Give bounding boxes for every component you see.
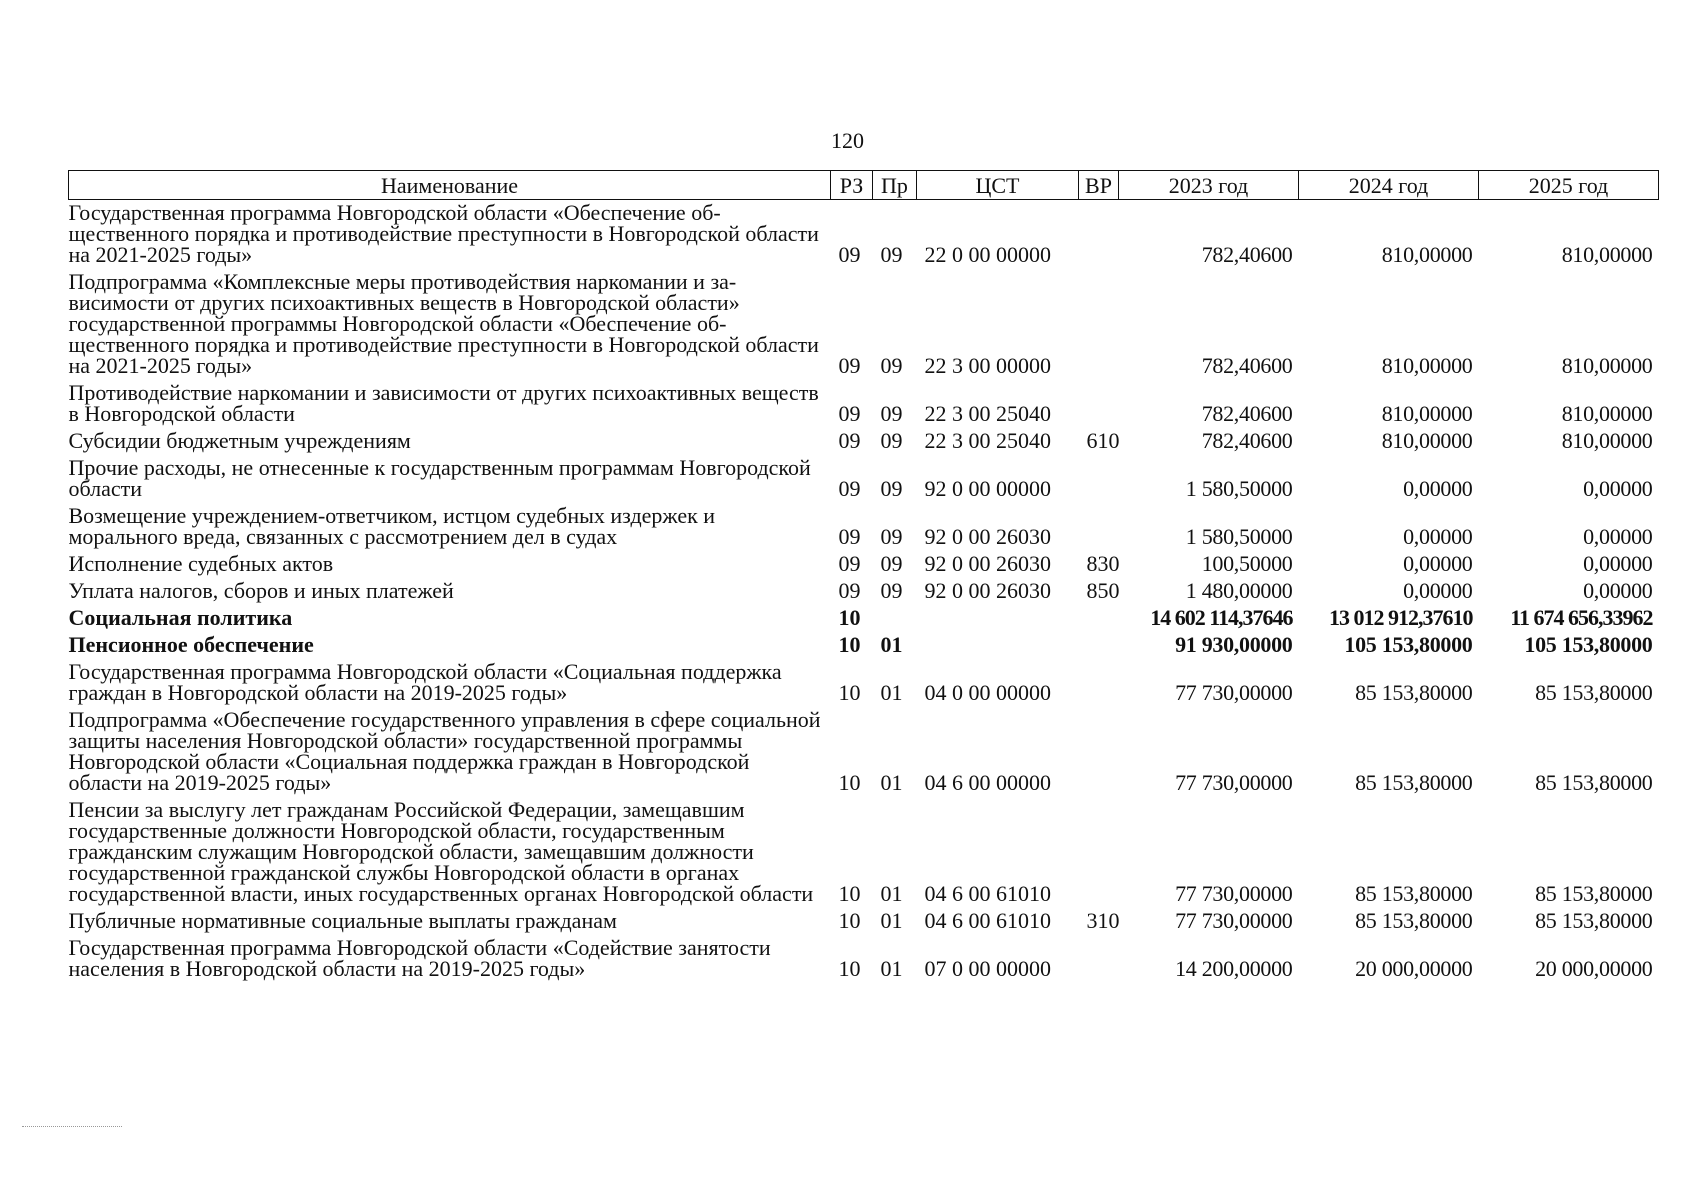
table-row: [69, 659, 1659, 707]
row-vr: [1079, 503, 1119, 551]
table-row: [69, 935, 1659, 983]
row-vr: 310: [1086, 908, 1120, 933]
row-cst: 04 0 00 00000: [924, 680, 1051, 705]
row-value-2024: 810,00000: [1381, 401, 1473, 426]
row-value-2025: 0,00000: [1583, 476, 1653, 501]
row-cst: 92 0 00 00000: [924, 476, 1051, 501]
scan-mark: [22, 1126, 122, 1128]
row-value-2023: 782,40600: [1201, 353, 1293, 378]
row-value-2023: 782,40600: [1201, 242, 1293, 267]
table-row: [69, 908, 1659, 935]
table-row: [69, 632, 1659, 659]
row-cst: [917, 632, 1079, 659]
row-vr: [1079, 455, 1119, 503]
row-pr: 01: [880, 770, 903, 795]
row-vr: [1079, 200, 1119, 270]
row-name: Исполнение судебных актов: [68, 551, 334, 576]
table-row: [69, 707, 1659, 797]
row-rz: 09: [838, 242, 861, 267]
row-vr: [1079, 659, 1119, 707]
row-name: Государственная программа Новгородской области «Содействие занятости населения в Новгородской области на 2019-2025 годы»: [68, 935, 771, 981]
row-value-2024: 810,00000: [1381, 242, 1473, 267]
row-cst: 92 0 00 26030: [924, 524, 1051, 549]
row-rz: 09: [838, 551, 861, 576]
row-cst: 92 0 00 26030: [924, 551, 1051, 576]
row-value-2023: 782,40600: [1201, 428, 1293, 453]
row-value-2024: 20 000,00000: [1355, 956, 1473, 981]
row-cst: 22 3 00 25040: [924, 401, 1051, 426]
table-row: [69, 578, 1659, 605]
row-value-2025: 810,00000: [1561, 353, 1653, 378]
row-value-2025: 85 153,80000: [1535, 881, 1653, 906]
row-value-2024: 810,00000: [1381, 353, 1473, 378]
row-rz: 10: [838, 881, 861, 906]
row-name: Пенсионное обеспечение: [68, 632, 314, 657]
budget-table: [68, 170, 1659, 983]
row-pr: 09: [880, 428, 903, 453]
row-cst: [917, 605, 1079, 632]
table-row: [69, 551, 1659, 578]
table-row: [69, 503, 1659, 551]
row-rz: 09: [838, 524, 861, 549]
row-rz: 10: [838, 908, 861, 933]
row-cst: 04 6 00 61010: [924, 908, 1051, 933]
row-cst: 22 3 00 25040: [924, 428, 1051, 453]
row-vr: [1079, 707, 1119, 797]
row-value-2025: 85 153,80000: [1535, 770, 1653, 795]
row-pr: 09: [880, 401, 903, 426]
row-name: Противодействие наркомании и зависимости от других психоактивных веществ в Новгородской области: [68, 380, 819, 426]
row-pr: 09: [880, 242, 903, 267]
row-vr: 830: [1086, 551, 1120, 576]
row-name: Подпрограмма «Комплексные меры противодействия наркомании и зависимости от других психоактивных веществ в Новгородской области» государственной программы Новгородской области «Обеспечение общественного порядка и противодействие преступности в Новгородской области на 2021-2025 годы»: [68, 269, 819, 378]
row-value-2025: 20 000,00000: [1535, 956, 1653, 981]
row-value-2025: 105 153,80000: [1524, 632, 1653, 657]
row-value-2025: 0,00000: [1583, 551, 1653, 576]
row-vr: [1079, 605, 1119, 632]
row-value-2024: 810,00000: [1381, 428, 1473, 453]
row-value-2025: 0,00000: [1583, 524, 1653, 549]
row-name: Субсидии бюджетным учреждениям: [68, 428, 411, 453]
row-pr: 09: [880, 524, 903, 549]
row-name: Прочие расходы, не отнесенные к государственным программам Новгородской области: [68, 455, 811, 501]
row-value-2023: 14 602 114,37646: [1150, 605, 1293, 630]
row-value-2025: 11 674 656,33962: [1510, 605, 1653, 630]
row-value-2025: 810,00000: [1561, 428, 1653, 453]
row-name: Подпрограмма «Обеспечение государственного управления в сфере социальной защиты населения Новгородской области» государственной программы Новгородской области «Социальная поддержка граждан в Новгородской области на 2019-2025 годы»: [68, 707, 821, 795]
row-rz: 09: [838, 578, 861, 603]
row-vr: 850: [1086, 578, 1120, 603]
row-value-2023: 782,40600: [1201, 401, 1293, 426]
table-row: [69, 380, 1659, 428]
table-row: [69, 605, 1659, 632]
row-vr: [1079, 935, 1119, 983]
row-value-2025: 810,00000: [1561, 401, 1653, 426]
row-value-2024: 105 153,80000: [1344, 632, 1473, 657]
table-row: [69, 269, 1659, 380]
row-value-2025: 85 153,80000: [1535, 908, 1653, 933]
page-number: 120: [831, 128, 864, 153]
row-name: Государственная программа Новгородской области «Обеспечение общественного порядка и противодействие преступности в Новгородской области на 2021-2025 годы»: [68, 200, 819, 267]
table-row: [69, 428, 1659, 455]
header-2024: 2024 год: [1299, 171, 1479, 200]
table-row: [69, 455, 1659, 503]
row-pr: 09: [880, 551, 903, 576]
row-value-2024: 85 153,80000: [1355, 770, 1473, 795]
row-rz: 09: [838, 476, 861, 501]
row-value-2025: 810,00000: [1561, 242, 1653, 267]
row-rz: 10: [838, 605, 861, 630]
header-2025: 2025 год: [1479, 171, 1659, 200]
row-cst: 22 0 00 00000: [924, 242, 1051, 267]
row-value-2024: 85 153,80000: [1355, 680, 1473, 705]
row-value-2024: 0,00000: [1403, 524, 1473, 549]
row-name: Уплата налогов, сборов и иных платежей: [68, 578, 454, 603]
row-pr: 01: [880, 680, 903, 705]
row-cst: 92 0 00 26030: [924, 578, 1051, 603]
row-pr: 01: [880, 908, 903, 933]
row-value-2024: 13 012 912,37610: [1329, 605, 1473, 630]
row-value-2025: 0,00000: [1583, 578, 1653, 603]
row-pr: 09: [880, 353, 903, 378]
row-rz: 10: [838, 680, 861, 705]
row-cst: 22 3 00 00000: [924, 353, 1051, 378]
row-rz: 10: [838, 956, 861, 981]
row-value-2024: 0,00000: [1403, 476, 1473, 501]
row-rz: 09: [838, 353, 861, 378]
row-vr: [1079, 632, 1119, 659]
row-name: Социальная политика: [68, 605, 293, 630]
row-vr: 610: [1086, 428, 1120, 453]
row-name: Пенсии за выслугу лет гражданам Российской Федерации, замещавшим государственные должности Новгородской области, государственным гражданским служащим Новгородской области, замещавшим должности государственной гражданской службы Новгородской области в органах государственной власти, иных государственных органах Новгородской области: [68, 797, 814, 906]
table-body: [69, 200, 1659, 984]
table-row: [69, 797, 1659, 908]
row-pr: 09: [880, 578, 903, 603]
header-name: Наименование: [69, 171, 831, 200]
row-cst: 07 0 00 00000: [924, 956, 1051, 981]
row-rz: 09: [838, 428, 861, 453]
row-value-2023: 77 730,00000: [1175, 770, 1293, 795]
row-value-2025: 85 153,80000: [1535, 680, 1653, 705]
row-pr: [873, 605, 917, 632]
row-value-2023: 77 730,00000: [1175, 680, 1293, 705]
row-value-2023: 77 730,00000: [1175, 908, 1293, 933]
row-value-2023: 14 200,00000: [1175, 956, 1293, 981]
row-pr: 01: [880, 632, 903, 657]
header-pr: Пр: [873, 171, 917, 200]
row-value-2024: 0,00000: [1403, 551, 1473, 576]
header-cst: ЦСТ: [917, 171, 1079, 200]
row-value-2024: 85 153,80000: [1355, 908, 1473, 933]
row-cst: 04 6 00 00000: [924, 770, 1051, 795]
row-value-2023: 77 730,00000: [1175, 881, 1293, 906]
row-name: Возмещение учреждением-ответчиком, истцом судебных издержек и морального вреда, связанных с рассмотрением дел в судах: [68, 503, 716, 549]
row-value-2023: 1 480,00000: [1185, 578, 1293, 603]
row-value-2023: 91 930,00000: [1175, 632, 1293, 657]
row-vr: [1079, 380, 1119, 428]
header-2023: 2023 год: [1119, 171, 1299, 200]
row-pr: 01: [880, 881, 903, 906]
row-cst: 04 6 00 61010: [924, 881, 1051, 906]
table-row: [69, 200, 1659, 270]
row-value-2023: 1 580,50000: [1185, 524, 1293, 549]
row-rz: 09: [838, 401, 861, 426]
row-vr: [1079, 269, 1119, 380]
row-name: Публичные нормативные социальные выплаты гражданам: [68, 908, 617, 933]
row-value-2024: 85 153,80000: [1355, 881, 1473, 906]
row-value-2024: 0,00000: [1403, 578, 1473, 603]
row-rz: 10: [838, 770, 861, 795]
row-pr: 09: [880, 476, 903, 501]
row-value-2023: 100,50000: [1201, 551, 1293, 576]
row-vr: [1079, 797, 1119, 908]
header-vr: ВР: [1079, 171, 1119, 200]
row-name: Государственная программа Новгородской области «Социальная поддержка граждан в Новгородской области на 2019-2025 годы»: [68, 659, 782, 705]
row-value-2023: 1 580,50000: [1185, 476, 1293, 501]
row-pr: 01: [880, 956, 903, 981]
header-rz: РЗ: [831, 171, 873, 200]
row-rz: 10: [838, 632, 861, 657]
table-header-row: [69, 171, 1659, 200]
